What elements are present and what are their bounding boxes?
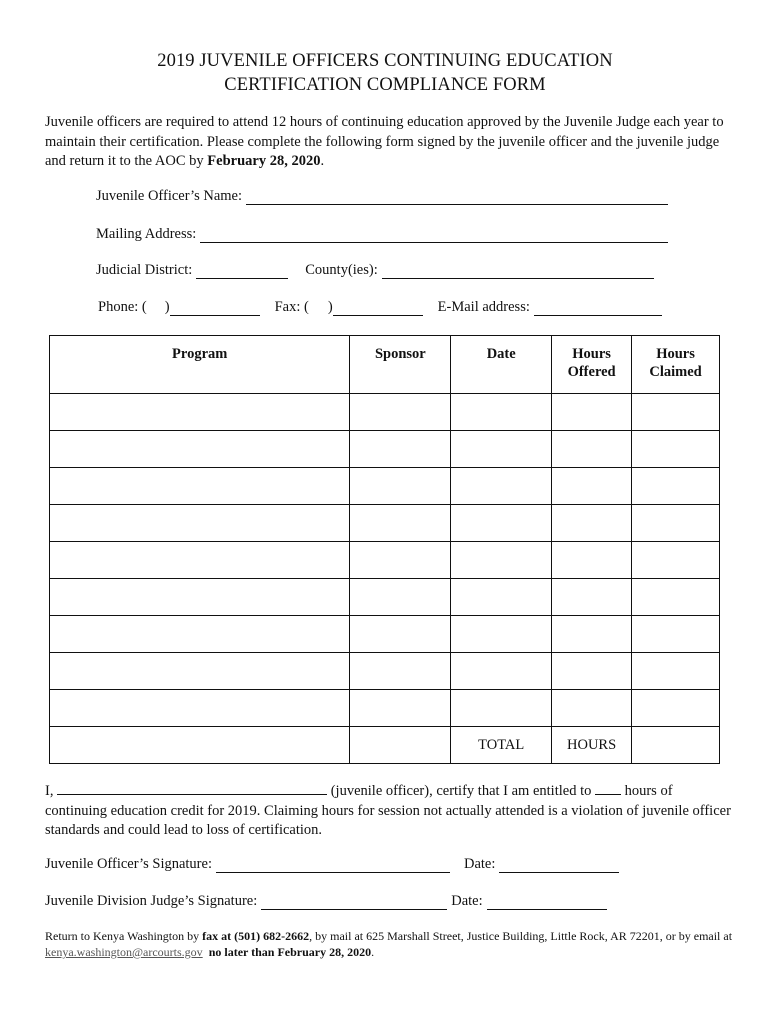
program-header-text: Program — [172, 346, 228, 362]
sponsor-cell[interactable] — [350, 616, 451, 653]
date-cell[interactable] — [451, 653, 552, 690]
phone-label: Phone: ( — [98, 299, 147, 315]
footer-fax: fax at (501) 682-2662 — [202, 929, 310, 943]
return-instructions — [45, 928, 735, 960]
hours-offered-cell[interactable] — [552, 542, 632, 579]
form-title-line-2: CERTIFICATION COMPLIANCE FORM — [224, 75, 546, 95]
judge-date-field[interactable] — [487, 896, 607, 910]
total-row — [50, 727, 720, 764]
footer-text-1: Return to Kenya Washington by — [45, 929, 203, 943]
cert-hours-field[interactable] — [595, 782, 621, 795]
hours-offered-cell[interactable] — [552, 431, 632, 468]
mailing-address-label: Mailing Address: — [96, 226, 197, 242]
hours-offered-cell[interactable] — [552, 394, 632, 431]
cert-rest: continuing education credit for 2019. Claiming hours for session not actually attended is a violation of juvenile officer standards and could lead to loss of certification. — [45, 802, 731, 838]
hours-claimed-cell[interactable] — [632, 505, 720, 542]
intro-text: Juvenile officers are required to attend 12 hours of continuing education approved by the Juvenile Judge each year to maintain their certification. Please complete the following form signed by the juvenile officer and the juvenile judge and return it to the AOC by — [45, 114, 724, 169]
officer-signature-field[interactable] — [216, 859, 450, 873]
sponsor-cell[interactable] — [350, 653, 451, 690]
hours-claimed-cell[interactable] — [632, 616, 720, 653]
cert-suffix: hours of — [624, 783, 673, 799]
hours-claimed-cell[interactable] — [632, 579, 720, 616]
table-row — [50, 468, 720, 505]
date-cell[interactable] — [451, 505, 552, 542]
hours-claimed-header — [632, 336, 720, 394]
fax-field[interactable] — [333, 302, 423, 316]
hours-claimed-header-line-2: Claimed — [649, 364, 702, 380]
sponsor-cell[interactable] — [350, 690, 451, 727]
table-row — [50, 653, 720, 690]
programs-table — [49, 335, 720, 764]
certification-statement — [45, 782, 735, 841]
program-cell[interactable] — [50, 468, 350, 505]
email-field[interactable] — [534, 302, 662, 316]
date-cell[interactable] — [451, 579, 552, 616]
hours-claimed-cell[interactable] — [632, 468, 720, 505]
officer-name-row — [96, 187, 668, 205]
date-cell[interactable] — [451, 690, 552, 727]
counties-field[interactable] — [382, 265, 654, 279]
table-row — [50, 431, 720, 468]
judicial-district-field[interactable] — [196, 265, 288, 279]
hours-label: HOURS — [552, 727, 632, 764]
hours-offered-cell[interactable] — [552, 653, 632, 690]
hours-offered-cell[interactable] — [552, 505, 632, 542]
sponsor-cell[interactable] — [350, 579, 451, 616]
counties-label: County(ies): — [305, 262, 378, 278]
hours-claimed-cell[interactable] — [632, 690, 720, 727]
hours-offered-header-line-1: Hours — [572, 346, 611, 362]
footer-text-2: , by mail at 625 Marshall Street, Justice Building, Little Rock, AR 72201, or by email at — [309, 929, 733, 943]
program-header — [50, 336, 350, 394]
total-hours-claimed-cell[interactable] — [632, 727, 720, 764]
intro-deadline: February 28, 2020 — [207, 153, 321, 169]
footer-email-link[interactable]: kenya.washington@arcourts.gov — [45, 945, 203, 959]
email-label: E-Mail address: — [437, 299, 530, 315]
hours-offered-header — [552, 336, 632, 394]
program-cell[interactable] — [50, 542, 350, 579]
fax-label: Fax: ( — [274, 299, 309, 315]
mailing-address-field[interactable] — [200, 229, 668, 243]
date-cell[interactable] — [451, 394, 552, 431]
program-cell[interactable] — [50, 690, 350, 727]
sponsor-cell[interactable] — [350, 542, 451, 579]
table-row — [50, 579, 720, 616]
sponsor-cell[interactable] — [350, 431, 451, 468]
judge-signature-label: Juvenile Division Judge’s Signature: — [45, 893, 258, 909]
judicial-district-label: Judicial District: — [96, 262, 193, 278]
hours-offered-cell[interactable] — [552, 690, 632, 727]
contact-row — [98, 298, 662, 316]
date-cell[interactable] — [451, 431, 552, 468]
officer-signature-row — [45, 855, 619, 873]
mailing-address-row — [96, 225, 668, 243]
hours-offered-cell[interactable] — [552, 468, 632, 505]
fax-close-paren: ) — [327, 299, 333, 315]
table-header-row — [50, 336, 720, 394]
sponsor-cell[interactable] — [350, 394, 451, 431]
officer-date-label: Date: — [463, 856, 496, 872]
hours-offered-cell[interactable] — [552, 616, 632, 653]
intro-end: . — [320, 153, 325, 169]
total-row-blank — [350, 727, 451, 764]
officer-signature-label: Juvenile Officer’s Signature: — [45, 856, 212, 872]
total-row-blank — [50, 727, 350, 764]
hours-claimed-header-line-1: Hours — [656, 346, 695, 362]
hours-claimed-cell[interactable] — [632, 431, 720, 468]
hours-offered-header-line-2: Offered — [567, 364, 616, 380]
hours-claimed-cell[interactable] — [632, 653, 720, 690]
program-cell[interactable] — [50, 394, 350, 431]
judge-date-label: Date: — [451, 893, 483, 909]
officer-date-field[interactable] — [499, 859, 619, 873]
sponsor-cell[interactable] — [350, 505, 451, 542]
phone-close-paren: ) — [164, 299, 170, 315]
hours-offered-cell[interactable] — [552, 579, 632, 616]
hours-claimed-cell[interactable] — [632, 542, 720, 579]
table-row — [50, 616, 720, 653]
cert-officer-name-field[interactable] — [57, 782, 327, 795]
form-title — [0, 49, 770, 97]
cert-middle: (juvenile officer), certify that I am entitled to — [330, 783, 592, 799]
table-row — [50, 394, 720, 431]
footer-end: . — [371, 945, 375, 959]
date-cell[interactable] — [451, 616, 552, 653]
program-cell[interactable] — [50, 505, 350, 542]
judge-signature-field[interactable] — [261, 896, 447, 910]
hours-claimed-cell[interactable] — [632, 394, 720, 431]
table-row — [50, 505, 720, 542]
program-cell[interactable] — [50, 431, 350, 468]
judge-signature-row — [45, 892, 607, 910]
total-label: TOTAL — [451, 727, 552, 764]
district-row — [96, 261, 654, 279]
sponsor-cell[interactable] — [350, 468, 451, 505]
program-cell[interactable] — [50, 616, 350, 653]
phone-field[interactable] — [170, 302, 260, 316]
table-row — [50, 542, 720, 579]
date-header — [451, 336, 552, 394]
intro-paragraph — [45, 113, 735, 172]
sponsor-header-text: Sponsor — [374, 346, 426, 362]
program-cell[interactable] — [50, 579, 350, 616]
sponsor-header — [350, 336, 451, 394]
date-cell[interactable] — [451, 468, 552, 505]
officer-name-field[interactable] — [246, 191, 668, 205]
cert-prefix: I, — [45, 783, 54, 799]
date-header-text: Date — [486, 346, 516, 362]
program-cell[interactable] — [50, 653, 350, 690]
officer-name-label: Juvenile Officer’s Name: — [96, 188, 243, 204]
table-row — [50, 690, 720, 727]
footer-deadline: no later than February 28, 2020 — [208, 945, 372, 959]
form-title-line-1: 2019 JUVENILE OFFICERS CONTINUING EDUCATION — [157, 51, 613, 71]
date-cell[interactable] — [451, 542, 552, 579]
